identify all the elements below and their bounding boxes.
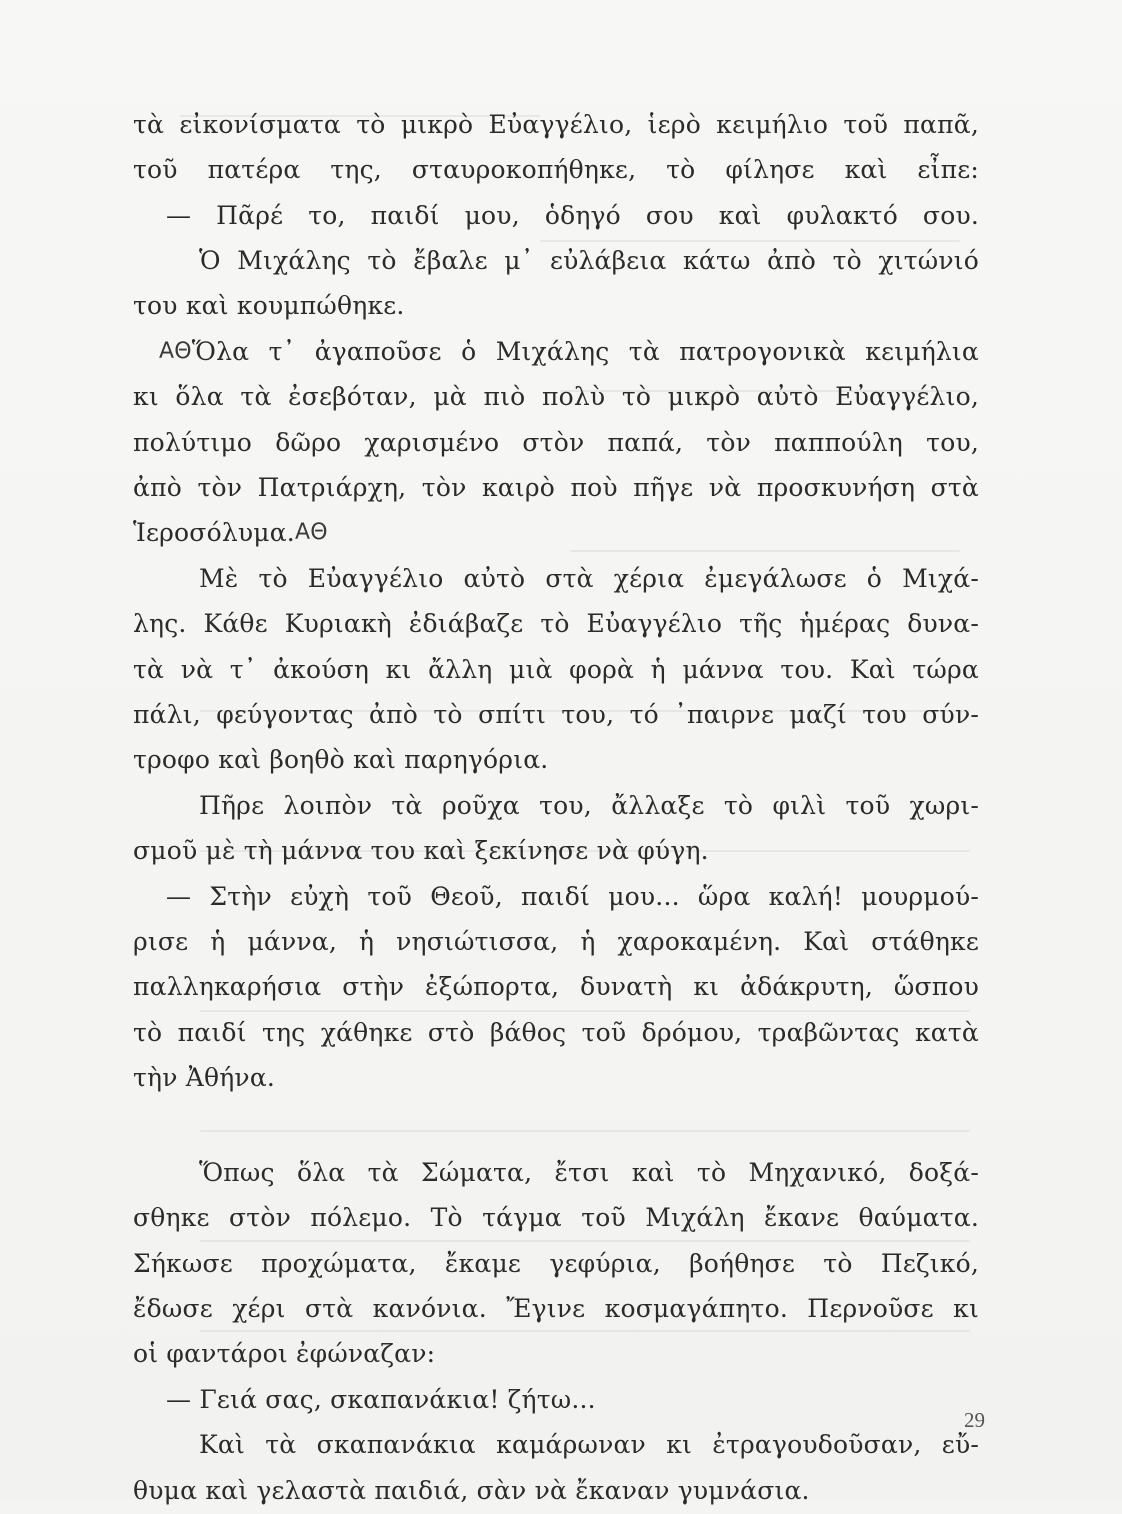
- handwritten-annotation-start: ΑΘ: [159, 339, 192, 364]
- text-line: οἱ φαντάροι ἐφώναζαν:: [133, 1339, 436, 1368]
- text-line: κι ὅλα τὰ ἐσεβόταν, μὰ πιὸ πολὺ τὸ μικρὸ αὐτὸ Εὐαγγέλιο,: [133, 382, 979, 411]
- dialogue-line: — Στὴν εὐχὴ τοῦ Θεοῦ, παιδί μου... ὥρα καλή! μουρμού-: [166, 882, 979, 911]
- text-line: Σήκωσε προχώματα, ἔκαμε γεφύρια, βοήθησε τὸ Πεζικό,: [133, 1249, 979, 1278]
- text-line: Ὅλα τ᾽ ἀγαποῦσε ὁ Μιχάλης τὰ πατρογονικὰ κειμήλια: [191, 337, 979, 366]
- text-line: λης. Κάθε Κυριακὴ ἐδιάβαζε τὸ Εὐαγγέλιο τῆς ἡμέρας δυνα-: [133, 609, 979, 638]
- annotated-line: [159, 329, 979, 375]
- text-line: τὰ εἰκονίσματα τὸ μικρὸ Εὐαγγέλιο, ἱερὸ κειμήλιο τοῦ παπᾶ,: [133, 110, 979, 139]
- dialogue-line: — Γειά σας, σκαπανάκια! ζήτω...: [166, 1385, 596, 1414]
- text-line: τὴν Ἀθήνα.: [133, 1063, 276, 1092]
- text-line: του καὶ κουμπώθηκε.: [133, 291, 405, 320]
- text-line: πολύτιμο δῶρο χαρισμένο στὸν παπά, τὸν παππούλη του,: [133, 428, 979, 457]
- text-line: τὰ νὰ τ᾽ ἀκούση κι ἄλλη μιὰ φορὰ ἡ μάννα του. Καὶ τώρα: [133, 655, 979, 684]
- text-line: Καὶ τὰ σκαπανάκια καμάρωναν κι ἐτραγουδοῦσαν, εὔ-: [199, 1430, 979, 1459]
- page-number: 29: [964, 1408, 985, 1432]
- text-line: τοῦ πατέρα της, σταυροκοπήθηκε, τὸ φίλησε καὶ εἶπε:: [133, 155, 979, 184]
- text-line: σθηκε στὸν πόλεμο. Τὸ τάγμα τοῦ Μιχάλη ἔκανε θαύματα.: [133, 1203, 979, 1232]
- handwritten-annotation-end: ΑΘ: [294, 520, 328, 545]
- text-line: παλληκαρήσια στὴν ἐξώπορτα, δυνατὴ κι ἀδάκρυτη, ὥσπου: [133, 972, 979, 1001]
- text-line: τροφο καὶ βοηθὸ καὶ παρηγόρια.: [133, 745, 549, 774]
- annotated-line: [133, 510, 979, 556]
- text-line: θυμα καὶ γελαστὰ παιδιά, σὰν νὰ ἔκαναν γυμνάσια.: [133, 1476, 810, 1505]
- text-line: Πῆρε λοιπὸν τὰ ροῦχα του, ἄλλαξε τὸ φιλὶ τοῦ χωρι-: [199, 791, 979, 820]
- dialogue-line: — Πᾶρέ το, παιδί μου, ὁδηγό σου καὶ φυλακτό σου.: [166, 201, 979, 230]
- text-line: ρισε ἡ μάννα, ἡ νησιώτισσα, ἡ χαροκαμένη. Καὶ στάθηκε: [133, 927, 979, 956]
- text-line: Ὁ Μιχάλης τὸ ἔβαλε μ᾽ εὐλάβεια κάτω ἀπὸ τὸ χιτώνιό: [199, 246, 979, 275]
- text-line: Μὲ τὸ Εὐαγγέλιο αὐτὸ στὰ χέρια ἐμεγάλωσε ὁ Μιχά-: [199, 564, 979, 593]
- text-line: σμοῦ μὲ τὴ μάννα του καὶ ξεκίνησε νὰ φύγη.: [133, 836, 709, 865]
- text-line: πάλι, φεύγοντας ἀπὸ τὸ σπίτι του, τό ᾽παιρνε μαζί του σύν-: [133, 700, 979, 729]
- text-line: ἔδωσε χέρι στὰ κανόνια. Ἔγινε κοσμαγάπητο. Περνοῦσε κι: [133, 1294, 979, 1323]
- text-line: Ἱεροσόλυμα.: [133, 518, 295, 547]
- text-line: Ὅπως ὅλα τὰ Σώματα, ἔτσι καὶ τὸ Μηχανικό, δοξά-: [199, 1158, 979, 1187]
- text-line: ἀπὸ τὸν Πατριάρχη, τὸν καιρὸ ποὺ πῆγε νὰ προσκυνήση στὰ: [133, 473, 979, 502]
- text-line: τὸ παιδί της χάθηκε στὸ βάθος τοῦ δρόμου, τραβῶντας κατὰ: [133, 1018, 979, 1047]
